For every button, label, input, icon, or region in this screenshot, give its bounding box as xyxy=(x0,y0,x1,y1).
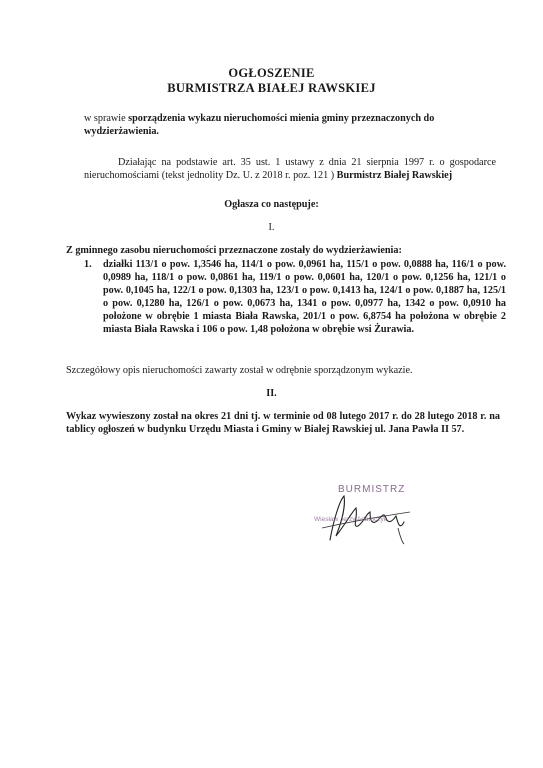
details-note: Szczegółowy opis nieruchomości zawarty został w odrębnie sporządzonym wykazie. xyxy=(66,365,413,376)
document-title: OGŁOSZENIE xyxy=(228,66,315,80)
document-issuer: BURMISTRZA BIAŁEJ RAWSKIEJ xyxy=(167,81,376,95)
stamp-title: BURMISTRZ xyxy=(338,484,406,495)
section-2-text: Wykaz wywieszony został na okres 21 dni tj. w terminie od 08 lutego 2017 r. do 28 lutego 2018 r. na tablicy ogłoszeń w budynku Urzędu Miasta i Gminy w Białej Rawskiej ul. Jana Pawła II 57. xyxy=(66,411,500,435)
section-1-heading: Z gminnego zasobu nieruchomości przeznaczone zostały do wydzierżawienia: xyxy=(66,245,402,256)
subject-prefix: w sprawie xyxy=(84,113,126,124)
section-2-numeral: II. xyxy=(266,388,277,399)
subject-paragraph xyxy=(84,112,494,138)
section-1-numeral: I. xyxy=(268,222,275,233)
legal-basis-paragraph xyxy=(84,156,496,182)
stamp-name: Wiesław Jerzy Adamczyk xyxy=(314,516,387,523)
legal-basis-issuer: Burmistrz Białej Rawskiej xyxy=(336,170,453,181)
legal-basis-text: Działając na podstawie art. 35 ust. 1 ustawy z dnia 21 sierpnia 1997 r. o gospodarce nieruchomościami (tekst jednolity Dz. U. z 2018 r. poz. 121 ) xyxy=(84,157,496,181)
list-item xyxy=(66,258,506,336)
signature-stamp xyxy=(300,478,430,548)
subject-text: sporządzenia wykazu nieruchomości mienia gminy przeznaczonych do wydzierżawienia. xyxy=(84,113,435,137)
list-item-number: 1. xyxy=(84,259,92,270)
list-item-text: działki 113/1 o pow. 1,3546 ha, 114/1 o pow. 0,0961 ha, 115/1 o pow. 0,0888 ha, 116/1 o pow. 0,0989 ha, 118/1 o pow. 0,0861 ha, 119/1 o pow. 0,0601 ha, 120/1 o pow. 0,1256 ha, 121/1 o pow. 0,1045 ha, 122/1 o pow. 0,1303 ha, 123/1 o pow. 0,1413 ha, 124/1 o pow. 0,1887 ha, 125/1 o pow. 0,1280 ha, 126/1 o pow. 0,0673 ha, 1341 o pow. 0,0977 ha, 1342 o pow. 0,0910 ha położone w obrębie 1 miasta Biała Rawska, 201/1 o pow. 6,8754 ha położona w obrębie 2 miasta Biała Rawska i 106 o pow. 1,48 położona w obrębie wsi Żurawia. xyxy=(103,259,506,335)
announces-heading: Ogłasza co następuje: xyxy=(224,199,319,210)
